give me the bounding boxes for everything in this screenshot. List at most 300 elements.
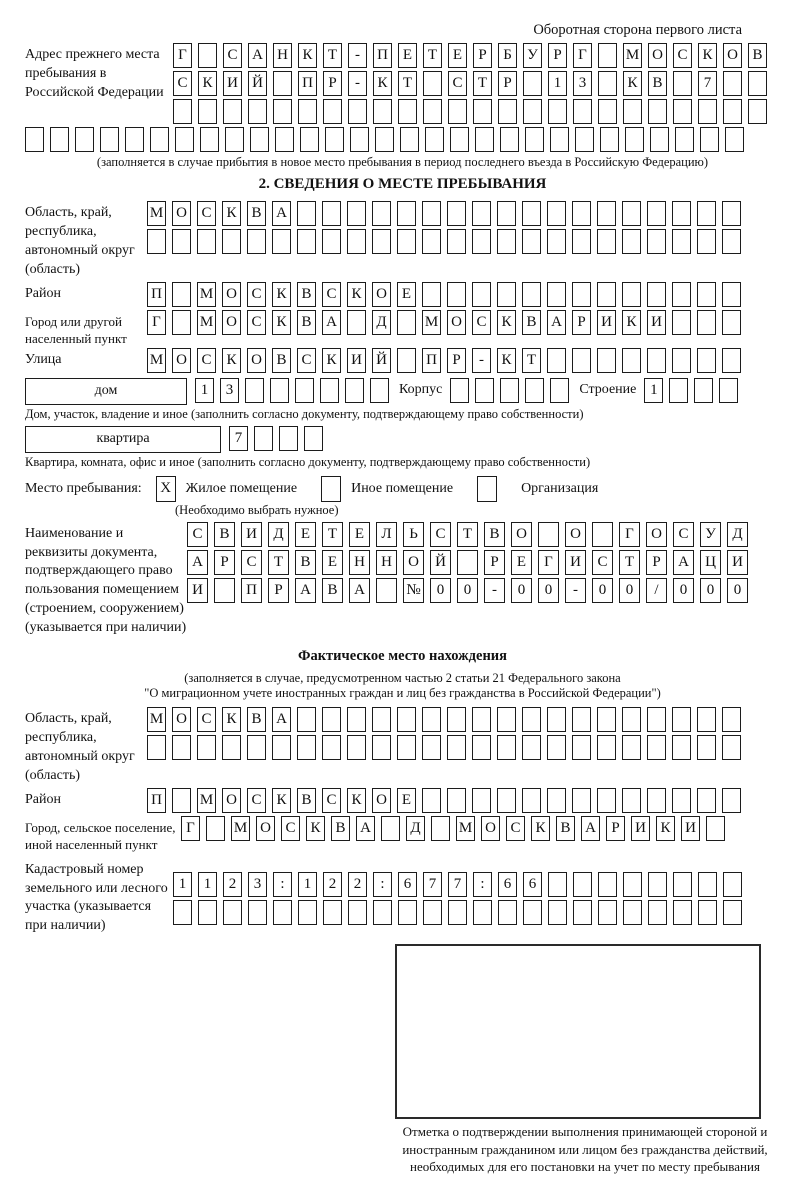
form-cell-filled: К: [272, 282, 291, 307]
form-cell-filled: Г: [181, 816, 200, 841]
street-row: [25, 348, 780, 376]
form-cell-filled: Р: [323, 71, 342, 96]
form-cell-empty: [323, 99, 342, 124]
form-cell-empty: [172, 310, 191, 335]
form-cell-filled: П: [147, 282, 166, 307]
form-cell-empty: [297, 229, 316, 254]
form-cell-filled: К: [497, 348, 516, 373]
form-cell-empty: [694, 378, 713, 403]
form-cell-empty: [597, 201, 616, 226]
form-cell-filled: 0: [727, 578, 748, 603]
form-cell-empty: [297, 735, 316, 760]
form-cell-empty: [573, 900, 592, 925]
form-cell-empty: [325, 127, 344, 152]
form-cell-filled: К: [322, 348, 341, 373]
street-cells: [147, 348, 747, 373]
form-cell-empty: [223, 900, 242, 925]
form-cell-empty: [697, 348, 716, 373]
form-cell-filled: Е: [397, 282, 416, 307]
actual-district-label: Район: [25, 791, 61, 807]
form-cell-filled: С: [187, 522, 208, 547]
form-cell-filled: 7: [229, 426, 248, 451]
form-cell-filled: У: [700, 522, 721, 547]
form-cell-empty: [597, 735, 616, 760]
district-row: [25, 282, 780, 310]
form-cell-empty: [700, 127, 719, 152]
form-cell-empty: [348, 900, 367, 925]
form-cell-filled: С: [592, 550, 613, 575]
form-cell-empty: [597, 229, 616, 254]
form-cell-empty: [222, 229, 241, 254]
form-cell-filled: В: [648, 71, 667, 96]
checkbox-residential: X: [156, 476, 176, 502]
form-cell-empty: [272, 735, 291, 760]
cadastral-block: [25, 858, 780, 937]
form-cell-empty: [400, 127, 419, 152]
form-cell-filled: Е: [397, 788, 416, 813]
form-cell-filled: В: [295, 550, 316, 575]
form-cell-filled: Д: [406, 816, 425, 841]
form-cell-empty: [320, 378, 339, 403]
form-cell-empty: [672, 201, 691, 226]
form-cell-filled: П: [298, 71, 317, 96]
actual-location-title: Фактическое место нахождения: [298, 648, 507, 664]
form-cell-empty: [623, 900, 642, 925]
confirmation-stamp-box: [395, 944, 761, 1119]
form-cell-empty: [572, 707, 591, 732]
previous-address-block: [25, 43, 780, 127]
form-cell-empty: [622, 707, 641, 732]
form-cell-empty: [147, 229, 166, 254]
form-cell-empty: [647, 788, 666, 813]
korpus-label: Корпус: [399, 381, 443, 397]
form-cell-filled: 3: [220, 378, 239, 403]
form-cell-filled: В: [247, 707, 266, 732]
form-cell-empty: [422, 282, 441, 307]
form-cell-filled: М: [147, 348, 166, 373]
form-cell-empty: [723, 71, 742, 96]
form-cell-filled: М: [147, 201, 166, 226]
form-cell-filled: А: [547, 310, 566, 335]
form-cell-filled: Й: [372, 348, 391, 373]
form-cell-empty: [272, 229, 291, 254]
form-cell-empty: [172, 229, 191, 254]
form-cell-filled: Е: [448, 43, 467, 68]
form-cell-filled: А: [673, 550, 694, 575]
section-2-title: 2. СВЕДЕНИЯ О МЕСТЕ ПРЕБЫВАНИЯ: [258, 176, 547, 192]
form-cell-filled: И: [223, 71, 242, 96]
form-cell-filled: Б: [498, 43, 517, 68]
form-cell-filled: Й: [430, 550, 451, 575]
form-cell-empty: [592, 522, 613, 547]
form-cell-empty: [472, 201, 491, 226]
prev-address-row-2: [173, 71, 773, 96]
form-cell-filled: С: [223, 43, 242, 68]
form-cell-empty: [623, 99, 642, 124]
form-cell-empty: [172, 788, 191, 813]
actual-location-note-2: "О миграционном учете иностранных граждан и лиц без гражданства в Российской Федерации"): [144, 686, 661, 700]
form-cell-empty: [497, 735, 516, 760]
form-cell-filled: К: [298, 43, 317, 68]
form-cell-filled: И: [565, 550, 586, 575]
city-row: [25, 310, 780, 348]
form-cell-filled: Г: [538, 550, 559, 575]
form-cell-empty: [673, 900, 692, 925]
form-cell-empty: [225, 127, 244, 152]
actual-location-note-1: (заполняется в случае, предусмотренном частью 2 статьи 21 Федерального закона: [184, 671, 621, 685]
form-cell-filled: О: [481, 816, 500, 841]
form-cell-empty: [125, 127, 144, 152]
form-cell-empty: [298, 99, 317, 124]
form-cell-empty: [50, 127, 69, 152]
form-cell-empty: [622, 348, 641, 373]
form-cell-empty: [247, 735, 266, 760]
form-cell-empty: [254, 426, 273, 451]
form-cell-filled: И: [347, 348, 366, 373]
actual-district-row: [25, 788, 780, 816]
form-cell-empty: [300, 127, 319, 152]
city-label: Город или другой населенный пункт: [25, 313, 127, 347]
form-cell-filled: А: [295, 578, 316, 603]
form-cell-filled: И: [597, 310, 616, 335]
form-cell-empty: [525, 378, 544, 403]
form-cell-empty: [423, 99, 442, 124]
form-cell-empty: [498, 900, 517, 925]
form-cell-empty: [350, 127, 369, 152]
form-cell-filled: А: [272, 707, 291, 732]
form-cell-empty: [722, 282, 741, 307]
form-cell-filled: С: [673, 43, 692, 68]
form-cell-empty: [572, 282, 591, 307]
form-cell-empty: [422, 707, 441, 732]
form-cell-filled: О: [372, 282, 391, 307]
stay-type-note: (Необходимо выбрать нужное): [175, 502, 339, 517]
form-cell-empty: [722, 229, 741, 254]
form-cell-filled: 0: [700, 578, 721, 603]
form-cell-filled: С: [173, 71, 192, 96]
form-cell-filled: К: [373, 71, 392, 96]
form-cell-filled: Р: [498, 71, 517, 96]
form-cell-empty: [472, 707, 491, 732]
previous-address-label: Адрес прежнего места пребывания в Российской Федерации: [25, 47, 164, 100]
form-cell-filled: П: [241, 578, 262, 603]
form-cell-empty: [648, 900, 667, 925]
form-cell-empty: [748, 71, 767, 96]
form-cell-empty: [572, 201, 591, 226]
form-cell-empty: [397, 201, 416, 226]
form-cell-empty: [572, 348, 591, 373]
form-cell-filled: К: [622, 310, 641, 335]
form-cell-filled: К: [347, 282, 366, 307]
form-cell-empty: [672, 348, 691, 373]
form-cell-filled: В: [214, 522, 235, 547]
region-label: Область, край, республика, автономный округ (область): [25, 205, 135, 277]
form-cell-empty: [698, 99, 717, 124]
form-cell-empty: [500, 127, 519, 152]
form-cell-filled: /: [646, 578, 667, 603]
form-cell-filled: П: [373, 43, 392, 68]
form-cell-filled: Й: [248, 71, 267, 96]
form-cell-empty: [273, 99, 292, 124]
form-cell-filled: Т: [522, 348, 541, 373]
form-cell-filled: В: [297, 310, 316, 335]
form-cell-empty: [447, 282, 466, 307]
form-cell-empty: [669, 378, 688, 403]
form-cell-filled: С: [247, 310, 266, 335]
form-cell-filled: 6: [498, 872, 517, 897]
form-cell-empty: [548, 872, 567, 897]
form-cell-filled: 0: [538, 578, 559, 603]
form-cell-empty: [197, 735, 216, 760]
form-cell-filled: О: [247, 348, 266, 373]
form-cell-empty: [422, 229, 441, 254]
form-cell-filled: 7: [698, 71, 717, 96]
form-cell-empty: [672, 310, 691, 335]
form-cell-filled: Р: [606, 816, 625, 841]
form-cell-filled: О: [646, 522, 667, 547]
form-cell-empty: [247, 229, 266, 254]
form-cell-filled: К: [347, 788, 366, 813]
prev-address-note: (заполняется в случае прибытия в новое место пребывания в период последнего въезда в Российскую Федерацию): [96, 155, 709, 169]
form-cell-empty: [547, 788, 566, 813]
form-cell-empty: [322, 707, 341, 732]
form-cell-filled: И: [727, 550, 748, 575]
form-cell-filled: К: [623, 71, 642, 96]
stay-type-label: Место пребывания:: [25, 480, 142, 496]
apartment-row: [25, 426, 780, 454]
form-cell-empty: [375, 127, 394, 152]
form-cell-filled: -: [484, 578, 505, 603]
form-cell-empty: [522, 788, 541, 813]
form-cell-filled: О: [723, 43, 742, 68]
form-cell-empty: [297, 201, 316, 226]
option-organization-label: Организация: [521, 480, 599, 496]
form-cell-empty: [423, 71, 442, 96]
form-cell-filled: 2: [323, 872, 342, 897]
form-cell-filled: Р: [484, 550, 505, 575]
form-cell-empty: [150, 127, 169, 152]
document-block: [25, 522, 780, 638]
form-cell-empty: [673, 71, 692, 96]
form-cell-filled: М: [197, 282, 216, 307]
form-cell-filled: А: [248, 43, 267, 68]
form-cell-filled: С: [297, 348, 316, 373]
form-cell-empty: [372, 735, 391, 760]
form-cell-empty: [172, 282, 191, 307]
form-cell-filled: 1: [548, 71, 567, 96]
actual-city-cells: [181, 816, 731, 841]
form-cell-filled: Г: [173, 43, 192, 68]
option-residential-label: Жилое помещение: [185, 480, 298, 496]
form-cell-empty: [398, 900, 417, 925]
form-cell-filled: У: [523, 43, 542, 68]
form-cell-empty: [347, 735, 366, 760]
form-cell-empty: [723, 99, 742, 124]
form-cell-empty: [197, 229, 216, 254]
form-cell-empty: [198, 43, 217, 68]
cadastral-rows: [173, 858, 748, 928]
form-cell-filled: С: [197, 348, 216, 373]
form-cell-filled: Р: [548, 43, 567, 68]
form-cell-filled: М: [197, 788, 216, 813]
form-cell-empty: [550, 127, 569, 152]
prev-address-row-3: [173, 99, 773, 124]
form-cell-empty: [523, 900, 542, 925]
form-cell-empty: [347, 707, 366, 732]
form-cell-empty: [175, 127, 194, 152]
actual-region-rows: [147, 707, 747, 763]
form-cell-empty: [473, 900, 492, 925]
checkbox-organization: [477, 476, 497, 502]
form-cell-empty: [548, 99, 567, 124]
form-cell-empty: [497, 707, 516, 732]
form-cell-filled: К: [497, 310, 516, 335]
form-cell-filled: Ц: [700, 550, 721, 575]
form-cell-empty: [547, 707, 566, 732]
document-row-1: [187, 522, 754, 547]
form-cell-empty: [497, 201, 516, 226]
form-cell-empty: [472, 229, 491, 254]
form-cell-filled: Р: [214, 550, 235, 575]
form-cell-filled: 1: [173, 872, 192, 897]
form-cell-empty: [347, 310, 366, 335]
form-cell-empty: [473, 99, 492, 124]
form-cell-filled: 1: [644, 378, 663, 403]
form-cell-empty: [472, 282, 491, 307]
form-cell-empty: [647, 229, 666, 254]
form-cell-filled: С: [197, 707, 216, 732]
form-cell-filled: А: [322, 310, 341, 335]
form-cell-filled: О: [256, 816, 275, 841]
form-cell-empty: [372, 229, 391, 254]
form-cell-empty: [573, 99, 592, 124]
form-cell-empty: [376, 578, 397, 603]
form-cell-filled: С: [506, 816, 525, 841]
form-cell-empty: [497, 229, 516, 254]
form-cell-empty: [381, 816, 400, 841]
form-cell-filled: П: [147, 788, 166, 813]
form-cell-filled: Н: [273, 43, 292, 68]
form-cell-filled: 7: [423, 872, 442, 897]
form-cell-empty: [214, 578, 235, 603]
form-cell-empty: [647, 735, 666, 760]
form-cell-empty: [523, 71, 542, 96]
form-cell-filled: Т: [322, 522, 343, 547]
form-cell-filled: М: [456, 816, 475, 841]
form-cell-empty: [295, 378, 314, 403]
form-cell-filled: С: [322, 788, 341, 813]
form-cell-empty: [538, 522, 559, 547]
form-cell-filled: Т: [423, 43, 442, 68]
form-cell-empty: [675, 127, 694, 152]
form-cell-filled: К: [306, 816, 325, 841]
form-cell-empty: [522, 735, 541, 760]
form-cell-filled: 0: [673, 578, 694, 603]
form-cell-filled: В: [748, 43, 767, 68]
form-cell-filled: О: [222, 310, 241, 335]
city-cells: [147, 310, 747, 335]
form-cell-empty: [447, 229, 466, 254]
form-cell-empty: [172, 735, 191, 760]
form-cell-empty: [370, 378, 389, 403]
form-cell-filled: С: [472, 310, 491, 335]
form-cell-empty: [722, 348, 741, 373]
form-cell-filled: В: [272, 348, 291, 373]
form-cell-filled: Р: [268, 578, 289, 603]
house-cells: [195, 378, 395, 403]
korpus-cells: [450, 378, 575, 403]
form-cell-filled: Е: [511, 550, 532, 575]
form-cell-filled: М: [623, 43, 642, 68]
form-cell-empty: [598, 900, 617, 925]
form-cell-empty: [322, 735, 341, 760]
form-cell-empty: [697, 229, 716, 254]
form-cell-filled: И: [631, 816, 650, 841]
form-cell-filled: 1: [195, 378, 214, 403]
form-cell-empty: [25, 127, 44, 152]
form-cell-filled: В: [297, 788, 316, 813]
form-cell-empty: [722, 788, 741, 813]
form-cell-empty: [623, 872, 642, 897]
form-cell-empty: [423, 900, 442, 925]
form-cell-empty: [672, 735, 691, 760]
form-cell-filled: Т: [398, 71, 417, 96]
form-cell-empty: [598, 43, 617, 68]
form-cell-empty: [273, 900, 292, 925]
form-cell-filled: А: [356, 816, 375, 841]
form-cell-filled: Р: [447, 348, 466, 373]
form-cell-filled: Т: [473, 71, 492, 96]
form-cell-empty: [273, 71, 292, 96]
stay-type-row: [25, 476, 780, 502]
form-cell-empty: [447, 735, 466, 760]
district-label: Район: [25, 285, 61, 301]
previous-address-rows: [173, 43, 773, 127]
region-block: [25, 201, 780, 280]
form-cell-empty: [647, 348, 666, 373]
form-cell-empty: [672, 282, 691, 307]
form-cell-filled: К: [222, 348, 241, 373]
form-cell-empty: [323, 900, 342, 925]
form-cell-filled: Д: [727, 522, 748, 547]
form-cell-filled: Р: [646, 550, 667, 575]
form-cell-filled: Т: [457, 522, 478, 547]
stroenie-label: Строение: [579, 381, 637, 397]
form-cell-empty: [245, 378, 264, 403]
form-cell-empty: [397, 229, 416, 254]
form-cell-empty: [523, 99, 542, 124]
form-cell-empty: [322, 229, 341, 254]
form-cell-empty: [275, 127, 294, 152]
form-cell-empty: [198, 900, 217, 925]
form-cell-filled: Е: [349, 522, 370, 547]
form-cell-empty: [648, 99, 667, 124]
form-cell-filled: 3: [248, 872, 267, 897]
form-cell-empty: [206, 816, 225, 841]
form-cell-filled: А: [581, 816, 600, 841]
form-cell-filled: 7: [448, 872, 467, 897]
document-row-2: [187, 550, 754, 575]
form-cell-empty: [597, 282, 616, 307]
form-cell-empty: [722, 310, 741, 335]
form-cell-empty: [622, 229, 641, 254]
form-cell-empty: [448, 900, 467, 925]
form-cell-empty: [347, 229, 366, 254]
form-cell-filled: №: [403, 578, 424, 603]
form-cell-filled: С: [241, 550, 262, 575]
form-cell-empty: [547, 282, 566, 307]
prev-address-row-1: [173, 43, 773, 68]
